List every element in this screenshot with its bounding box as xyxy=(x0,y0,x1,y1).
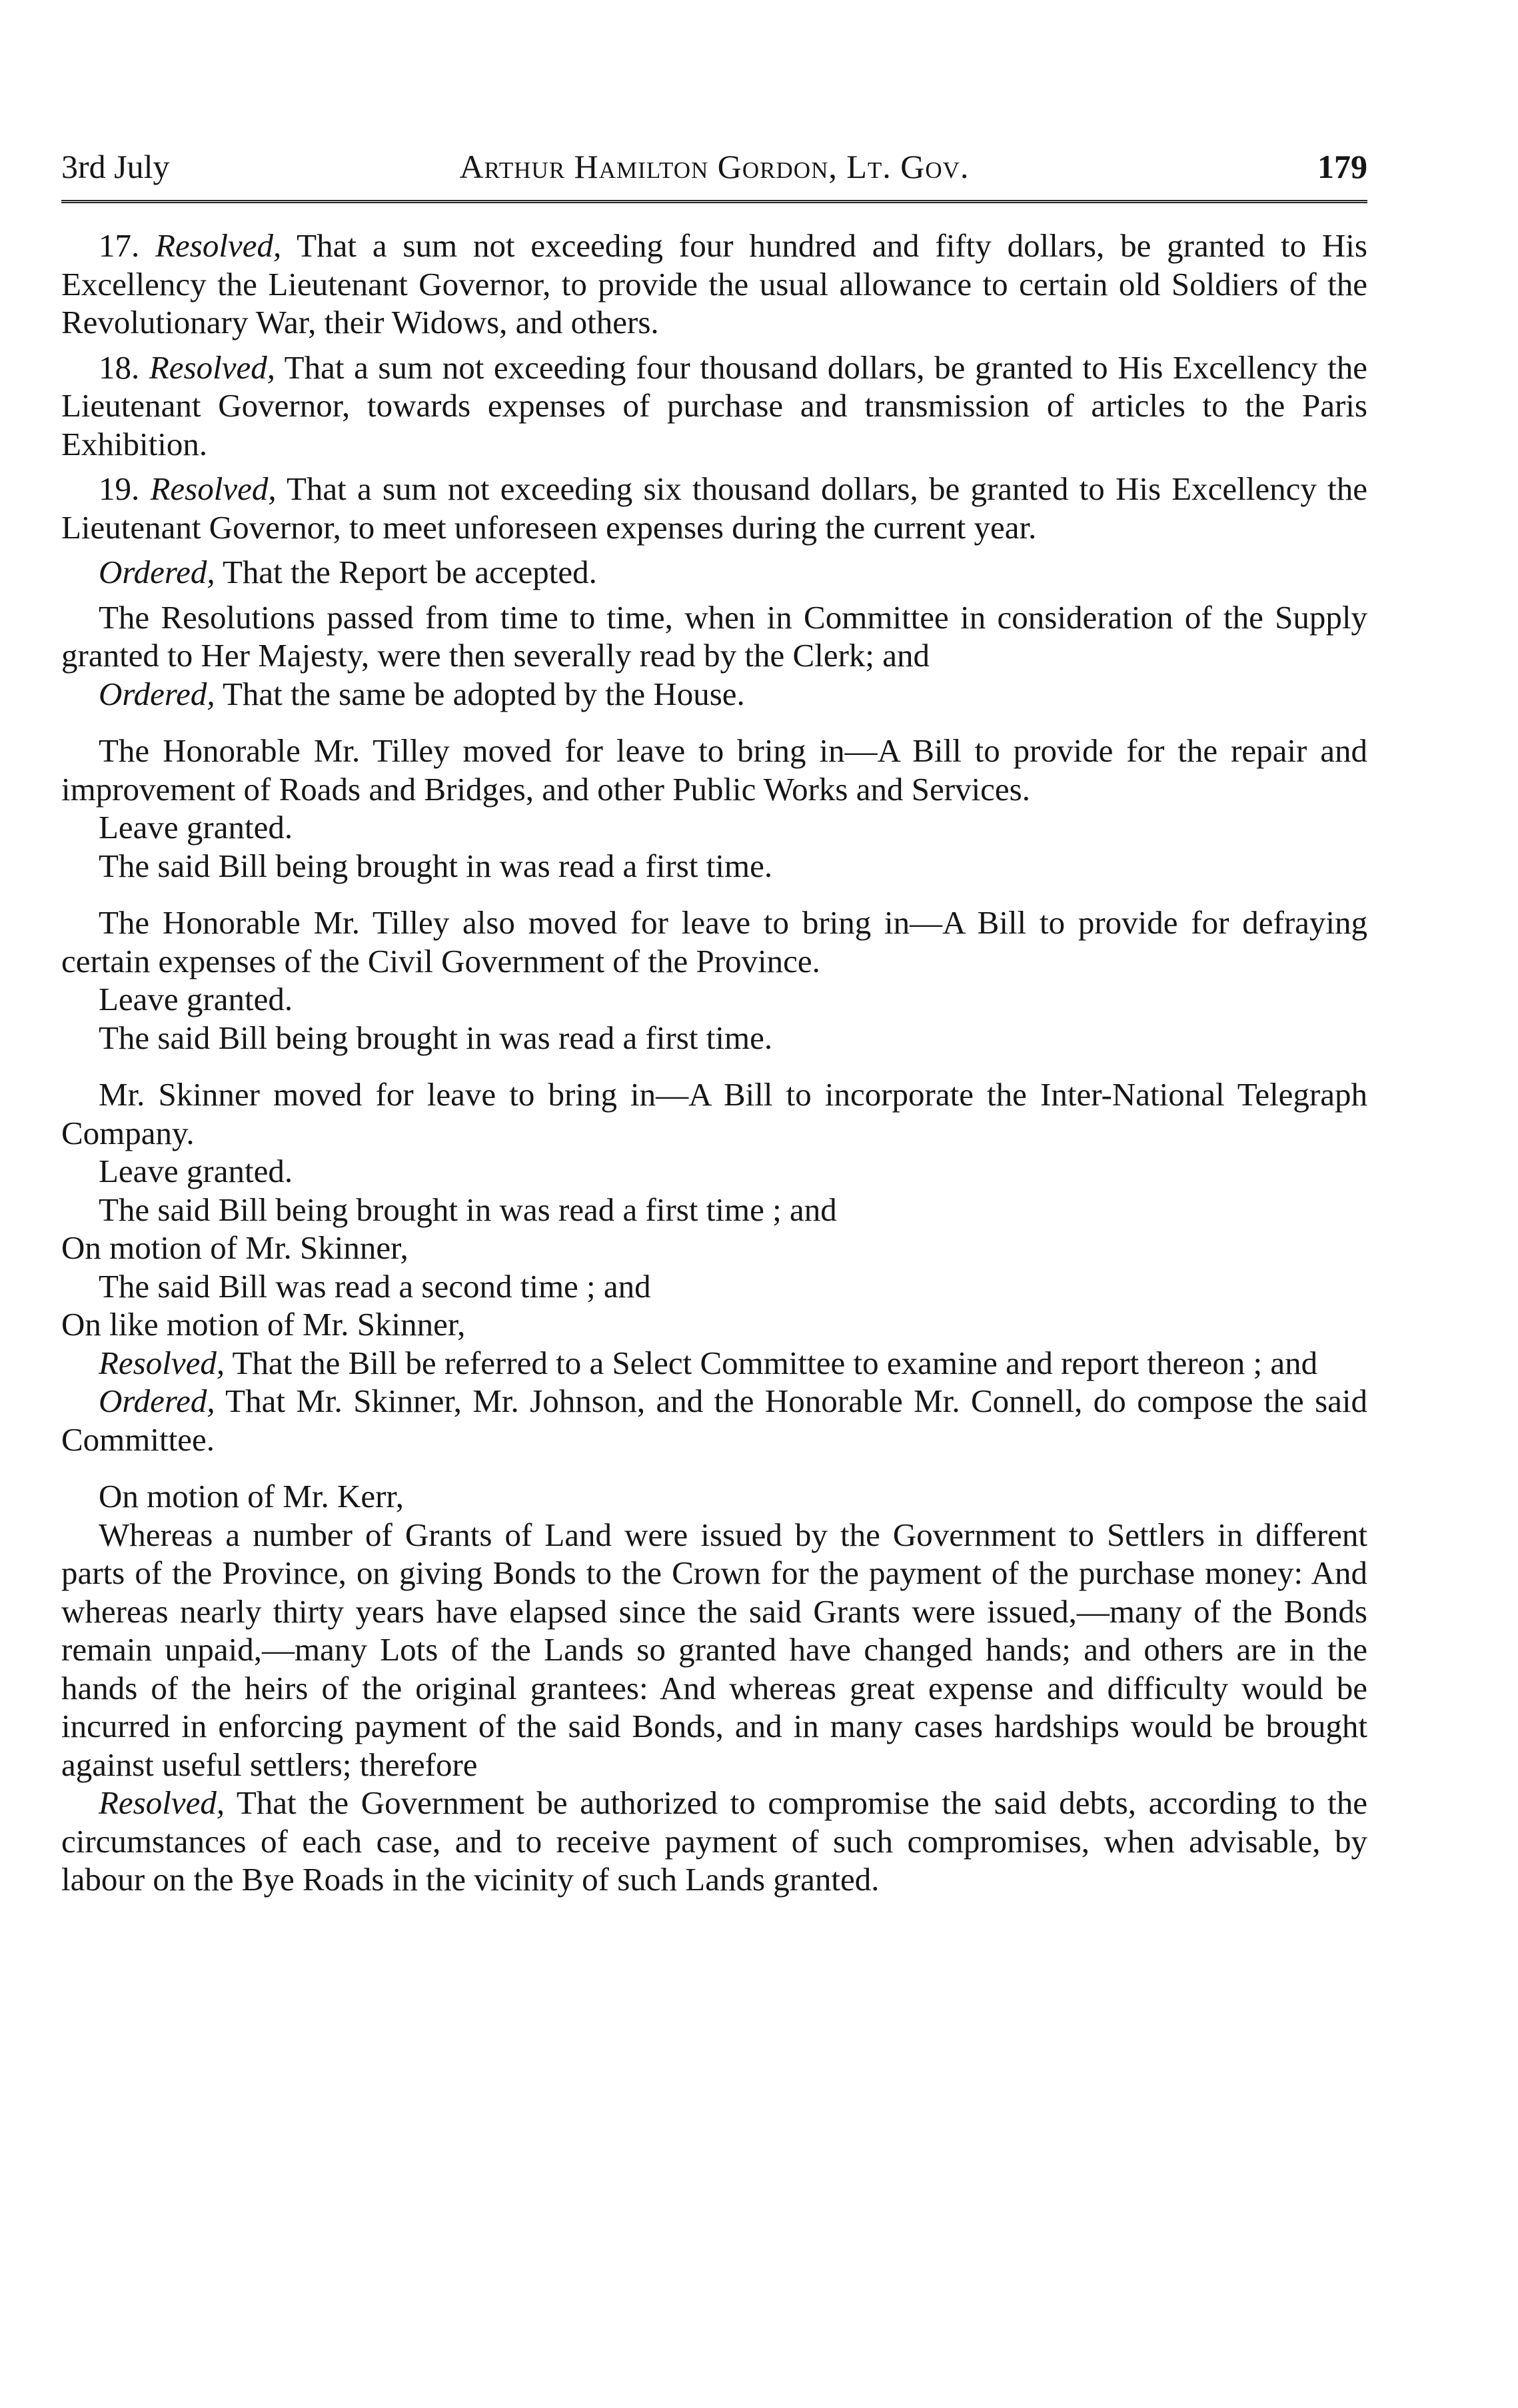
ordered-report-accepted xyxy=(61,553,1367,592)
telegraph-on-like-motion: On like motion of Mr. Skinner, xyxy=(61,1306,466,1343)
ordered-label: Ordered, xyxy=(99,675,215,712)
telegraph-bill-first-reading: The said Bill being brought in was read a first time ; and xyxy=(99,1191,837,1228)
resolution-number: 17. xyxy=(99,227,140,264)
ordered-text: That the same be adopted by the House. xyxy=(215,675,745,712)
running-header xyxy=(61,143,1367,190)
resolution-18 xyxy=(61,348,1367,464)
ordered-text: That Mr. Skinner, Mr. Johnson, and the Honorable Mr. Connell, do compose the said Committee. xyxy=(61,1383,1367,1458)
resolution-number: 19. xyxy=(99,470,140,507)
resolution-text: That a sum not exceeding four thousand dollars, be granted to His Excellency the Lieutenant Governor, towards expenses of purchase and transmission of articles to the Paris Exhibition. xyxy=(61,348,1367,462)
roads-bill-motion: The Honorable Mr. Tilley moved for leave to bring in—A Bill to provide for the repair and improvement of Roads and Bridges, and other Public Works and Services. xyxy=(61,732,1367,808)
resolution-text: That a sum not exceeding four hundred and fifty dollars, be granted to His Excellency the Lieutenant Governor, to provide the usual allowance to certain old Soldiers of the Revolutionary War, their Widows, and others. xyxy=(61,227,1367,340)
ordered-text: That the Report be accepted. xyxy=(215,554,597,590)
ordered-adopted xyxy=(61,675,1367,714)
civil-bill-first-reading: The said Bill being brought in was read a first time. xyxy=(99,1019,773,1056)
kerr-whereas: Whereas a number of Grants of Land were issued by the Government to Settlers in different parts of the Province, on giving Bonds to the Crown for the payment of the purchase money: And whereas nearly thirty years have elapsed since the said Grants were issued,—many of the Bonds remain unpaid,—many Lots of the Lands so granted have changed hands; and others are in the hands of the heirs of the original grantees: And whereas great expense and difficulty would be incurred in enforcing payment of the said Bonds, and in many cases hardships would be brought against useful settlers; therefore xyxy=(61,1516,1367,1783)
resolution-19 xyxy=(61,470,1367,546)
resolved-text: That the Government be authorized to compromise the said debts, according to the circumstances of each case, and to receive payment of such compromises, when advisable, by labour on the Bye Roads in the vicinity of such Lands granted. xyxy=(61,1784,1367,1898)
resolution-17 xyxy=(61,227,1367,342)
header-date: 3rd July xyxy=(61,148,170,185)
page-number: 179 xyxy=(1317,148,1367,185)
kerr-resolved xyxy=(61,1784,1367,1899)
telegraph-bill-leave: Leave granted. xyxy=(99,1153,293,1189)
telegraph-second-reading: The said Bill was read a second time ; and xyxy=(99,1267,651,1305)
resolved-label: Resolved, xyxy=(150,470,277,507)
telegraph-ordered xyxy=(61,1382,1367,1459)
civil-bill-motion: The Honorable Mr. Tilley also moved for leave to bring in—A Bill to provide for defraying certain expenses of the Civil Government of the Province. xyxy=(61,904,1367,979)
kerr-on-motion: On motion of Mr. Kerr, xyxy=(99,1478,404,1514)
telegraph-resolved xyxy=(61,1344,1367,1383)
resolution-text: That a sum not exceeding six thousand dollars, be granted to His Excellency the Lieutenant Governor, to meet unforeseen expenses during the current year. xyxy=(61,470,1367,546)
paragraph-text: The Resolutions passed from time to time, when in Committee in consideration of the Supply granted to Her Majesty, were then severally read by the Clerk; and xyxy=(61,598,1367,674)
ordered-label: Ordered, xyxy=(99,554,215,590)
resolutions-read-paragraph xyxy=(61,598,1367,675)
resolution-number: 18. xyxy=(99,348,140,386)
resolved-label: Resolved, xyxy=(99,1344,225,1381)
resolved-text: That the Bill be referred to a Select Committee to examine and report thereon ; and xyxy=(225,1344,1318,1381)
resolved-label: Resolved, xyxy=(155,227,282,264)
civil-bill-leave: Leave granted. xyxy=(99,981,293,1017)
header-title: Arthur Hamilton Gordon, Lt. Gov. xyxy=(459,148,970,185)
resolved-label: Resolved, xyxy=(149,348,275,386)
roads-bill-leave: Leave granted. xyxy=(99,809,293,846)
resolved-label: Resolved, xyxy=(99,1784,225,1821)
telegraph-on-motion: On motion of Mr. Skinner, xyxy=(61,1229,408,1266)
ordered-label: Ordered, xyxy=(99,1383,215,1419)
roads-bill-first-reading: The said Bill being brought in was read a first time. xyxy=(99,847,773,884)
telegraph-bill-motion: Mr. Skinner moved for leave to bring in—A Bill to incorporate the Inter-National Telegraph Company. xyxy=(61,1076,1367,1151)
document-body xyxy=(61,227,1367,1899)
header-rule xyxy=(61,200,1367,203)
